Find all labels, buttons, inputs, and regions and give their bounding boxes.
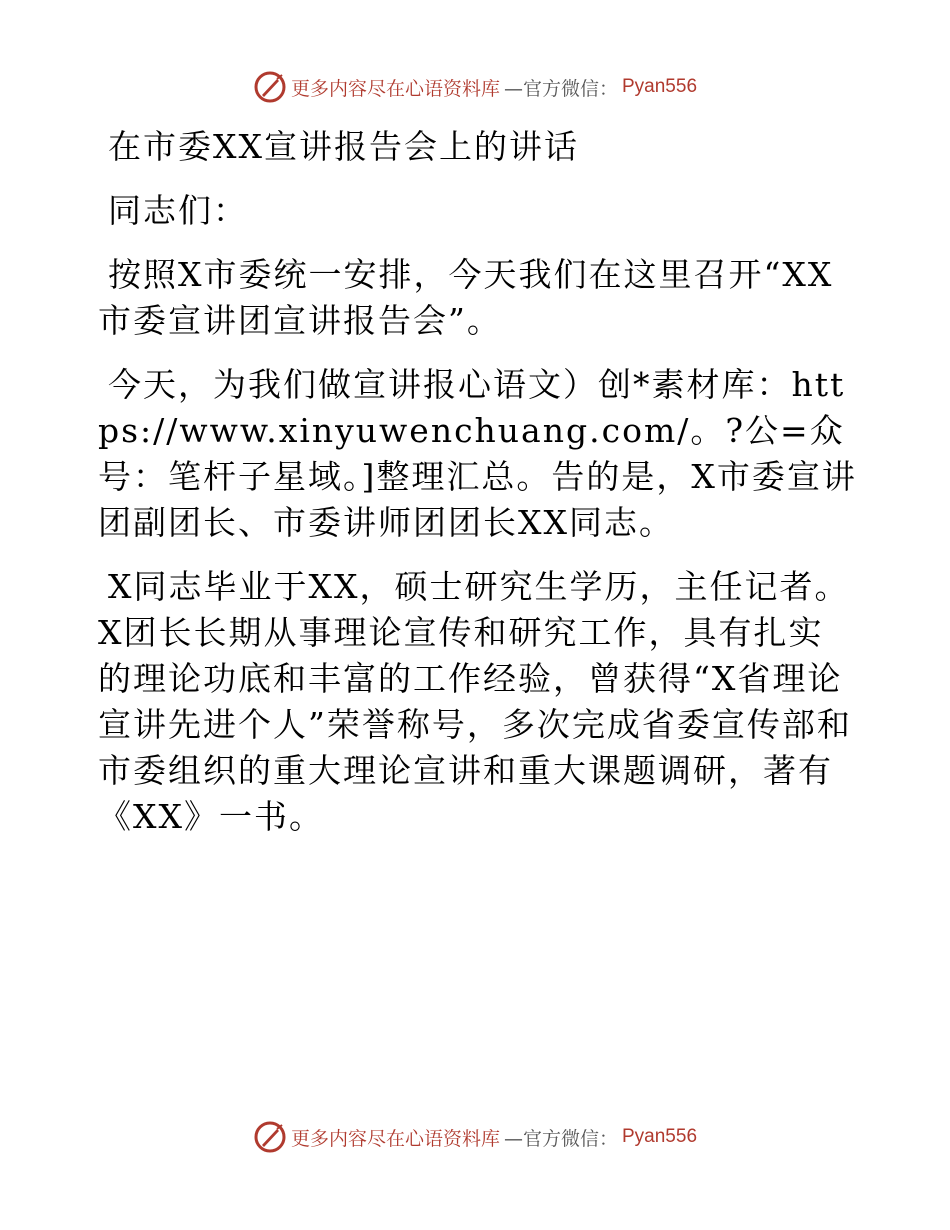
banner-wechat-handle: Pyan556	[622, 76, 698, 97]
banner-title: 更多内容尽在心语资料库	[290, 77, 500, 100]
paragraph-1: 按照X市委统一安排，今天我们在这里召开“XX市委宣讲团宣讲报告会”。	[98, 255, 834, 340]
banner-separator: —官方微信：	[503, 77, 618, 100]
greeting: 同志们：	[108, 191, 248, 230]
banner-title: 更多内容尽在心语资料库	[290, 1127, 500, 1150]
document-body	[98, 124, 858, 858]
banner-wechat-handle: Pyan556	[622, 1126, 698, 1147]
banner-separator: —官方微信：	[503, 1127, 618, 1150]
paragraph-2: 今天，为我们做宣讲报心语文）创*素材库：https://www.xinyuwenchuang.com/。?公=众号：笔杆子星域。]整理汇总。告的是，X市委宣讲团副团长、市委讲师团团长XX同志。	[98, 365, 857, 542]
footer-banner	[0, 1120, 950, 1154]
quill-pen-logo-icon	[253, 1120, 287, 1154]
quill-pen-logo-icon	[253, 70, 287, 104]
paragraph-3: X同志毕业于XX，硕士研究生学历，主任记者。X团长长期从事理论宣传和研究工作，具有扎实的理论功底和丰富的工作经验，曾获得“X省理论宣讲先进个人”荣誉称号，多次完成省委宣传部和市委组织的重大理论宣讲和重大课题调研，著有《XX》一书。	[98, 567, 852, 836]
header-banner	[0, 70, 950, 104]
document-title: 在市委XX宣讲报告会上的讲话	[108, 127, 579, 166]
